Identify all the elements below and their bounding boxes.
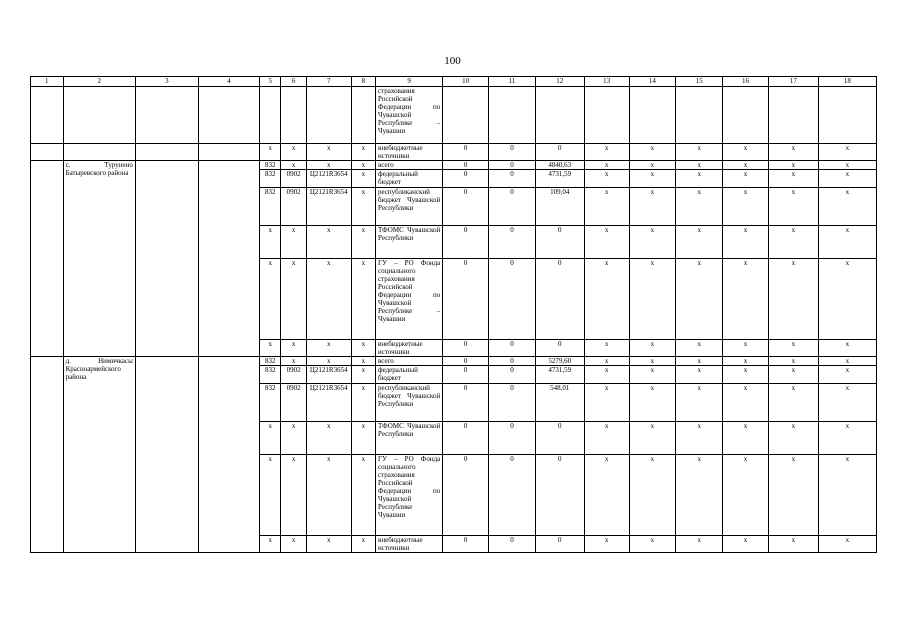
column-number-header: 17 — [768, 77, 818, 87]
value-cell: x — [723, 536, 769, 553]
column-number-header: 6 — [281, 77, 306, 87]
value-cell: x — [818, 188, 876, 226]
column-number-header: 3 — [135, 77, 198, 87]
value-cell: 548,01 — [535, 384, 584, 422]
value-cell: x — [676, 357, 723, 366]
value-cell: x — [723, 144, 769, 161]
funding-source-cell: ГУ – РО Фонда социального страхования Российской Федерации по Чувашской Республике Чувашии — [376, 455, 443, 536]
value-cell: x — [768, 536, 818, 553]
funding-source-cell: страхования Российской Федерации по Чувашской Республике – Чувашии — [376, 87, 443, 144]
column-number-header: 10 — [443, 77, 489, 87]
value-cell: 0 — [443, 170, 489, 188]
column-number-row — [31, 77, 877, 87]
value-cell: x — [676, 170, 723, 188]
value-cell: 5279,60 — [535, 357, 584, 366]
column-number-header: 9 — [376, 77, 443, 87]
value-cell: x — [723, 422, 769, 455]
value-cell: 0 — [535, 536, 584, 553]
column-number-header: 2 — [63, 77, 135, 87]
value-cell: 109,04 — [535, 188, 584, 226]
value-cell: 0 — [489, 384, 536, 422]
budget-table — [30, 76, 877, 553]
value-cell: x — [676, 340, 723, 357]
code-cell: 832 — [260, 384, 281, 422]
expense-type-cell: x — [351, 422, 375, 455]
value-cell: x — [768, 170, 818, 188]
value-cell: 0 — [489, 422, 536, 455]
value-cell: x — [676, 259, 723, 340]
value-cell: x — [768, 161, 818, 170]
target-article-cell: x — [306, 340, 351, 357]
code-cell: x — [260, 536, 281, 553]
value-cell: x — [584, 161, 629, 170]
value-cell: 0 — [443, 384, 489, 422]
value-cell: 0 — [489, 226, 536, 259]
value-cell: 0 — [443, 366, 489, 384]
column-number-header: 14 — [629, 77, 676, 87]
section-cell: x — [281, 455, 306, 536]
value-cell: x — [629, 384, 676, 422]
value-cell: x — [768, 357, 818, 366]
column-number-header: 1 — [31, 77, 64, 87]
value-cell: x — [584, 340, 629, 357]
section-cell: x — [281, 259, 306, 340]
code-cell: x — [260, 422, 281, 455]
funding-source-cell: республиканский бюджет Чувашской Республики — [376, 188, 443, 226]
value-cell: x — [676, 366, 723, 384]
target-article-cell: x — [306, 422, 351, 455]
value-cell: 0 — [443, 161, 489, 170]
value-cell: 0 — [443, 536, 489, 553]
target-article-cell: x — [306, 144, 351, 161]
value-cell: x — [584, 384, 629, 422]
target-article-cell: Ц2121R3654 — [306, 366, 351, 384]
funding-source-cell: всего — [376, 357, 443, 366]
value-cell: x — [584, 170, 629, 188]
funding-source-cell: внебюджетные источники — [376, 144, 443, 161]
value-cell: 0 — [489, 188, 536, 226]
column-number-header: 5 — [260, 77, 281, 87]
value-cell: x — [629, 455, 676, 536]
value-cell: 0 — [443, 259, 489, 340]
value-cell: x — [818, 170, 876, 188]
section-cell: x — [281, 144, 306, 161]
value-cell: x — [584, 144, 629, 161]
value-cell: x — [768, 144, 818, 161]
value-cell: x — [723, 455, 769, 536]
value-cell: 0 — [535, 340, 584, 357]
target-article-cell: x — [306, 536, 351, 553]
value-cell: x — [584, 455, 629, 536]
column-number-header: 8 — [351, 77, 375, 87]
value-cell: 0 — [443, 188, 489, 226]
code-cell: x — [260, 340, 281, 357]
value-cell: x — [723, 366, 769, 384]
value-cell: x — [584, 422, 629, 455]
expense-type-cell: x — [351, 384, 375, 422]
locality-cell: с. Турунено Батыревского района — [63, 161, 135, 357]
value-cell: 0 — [489, 366, 536, 384]
funding-source-cell: федеральный бюджет — [376, 366, 443, 384]
value-cell: 0 — [443, 455, 489, 536]
section-cell: x — [281, 536, 306, 553]
value-cell: x — [723, 384, 769, 422]
column-number-header: 16 — [723, 77, 769, 87]
value-cell: x — [818, 384, 876, 422]
code-cell: x — [260, 259, 281, 340]
value-cell: x — [818, 366, 876, 384]
column-number-header: 15 — [676, 77, 723, 87]
target-article-cell: x — [306, 259, 351, 340]
table-row — [31, 161, 877, 170]
expense-type-cell: x — [351, 170, 375, 188]
column-number-header: 7 — [306, 77, 351, 87]
value-cell: 0 — [489, 144, 536, 161]
value-cell: x — [818, 161, 876, 170]
section-cell: x — [281, 422, 306, 455]
expense-type-cell: x — [351, 259, 375, 340]
value-cell: x — [818, 144, 876, 161]
value-cell: x — [629, 188, 676, 226]
value-cell: x — [818, 340, 876, 357]
section-cell: x — [281, 340, 306, 357]
value-cell: 0 — [489, 357, 536, 366]
column-number-header: 4 — [198, 77, 259, 87]
column-number-header: 11 — [489, 77, 536, 87]
value-cell: x — [629, 226, 676, 259]
value-cell: x — [676, 161, 723, 170]
value-cell: 0 — [489, 170, 536, 188]
value-cell: x — [584, 366, 629, 384]
code-cell: 832 — [260, 188, 281, 226]
funding-source-cell: федеральный бюджет — [376, 170, 443, 188]
value-cell: x — [768, 188, 818, 226]
section-cell: x — [281, 357, 306, 366]
value-cell: 0 — [443, 357, 489, 366]
code-cell: x — [260, 226, 281, 259]
value-cell: 0 — [489, 536, 536, 553]
value-cell: x — [768, 422, 818, 455]
code-cell: x — [260, 455, 281, 536]
value-cell: x — [723, 259, 769, 340]
value-cell: 0 — [489, 340, 536, 357]
target-article-cell: Ц2121R3654 — [306, 170, 351, 188]
value-cell: x — [768, 340, 818, 357]
value-cell: 0 — [535, 144, 584, 161]
value-cell: x — [723, 226, 769, 259]
value-cell: x — [584, 188, 629, 226]
value-cell: 0 — [443, 226, 489, 259]
value-cell: x — [818, 226, 876, 259]
value-cell: x — [818, 422, 876, 455]
value-cell: x — [723, 170, 769, 188]
value-cell: 0 — [535, 259, 584, 340]
expense-type-cell: x — [351, 366, 375, 384]
code-cell: 832 — [260, 161, 281, 170]
column-number-header: 13 — [584, 77, 629, 87]
section-cell: 0902 — [281, 384, 306, 422]
value-cell: x — [629, 161, 676, 170]
expense-type-cell: x — [351, 226, 375, 259]
value-cell: x — [584, 259, 629, 340]
value-cell: x — [584, 536, 629, 553]
value-cell: x — [676, 188, 723, 226]
section-cell: x — [281, 226, 306, 259]
expense-type-cell: x — [351, 144, 375, 161]
value-cell: x — [629, 170, 676, 188]
value-cell: x — [676, 536, 723, 553]
expense-type-cell: x — [351, 161, 375, 170]
locality-cell: д. Нимичкасы Красноармейского района — [63, 357, 135, 553]
code-cell: x — [260, 144, 281, 161]
expense-type-cell: x — [351, 340, 375, 357]
value-cell: x — [768, 259, 818, 340]
value-cell: x — [629, 144, 676, 161]
value-cell: x — [723, 188, 769, 226]
funding-source-cell: ГУ – РО Фонда социального страхования Российской Федерации по Чувашской Республике – Чувашии — [376, 259, 443, 340]
value-cell: x — [629, 422, 676, 455]
target-article-cell: x — [306, 357, 351, 366]
value-cell: 0 — [535, 226, 584, 259]
value-cell: 4731,59 — [535, 366, 584, 384]
value-cell: 0 — [489, 161, 536, 170]
continuation-row — [31, 87, 877, 144]
target-article-cell: x — [306, 455, 351, 536]
expense-type-cell: x — [351, 188, 375, 226]
value-cell: 0 — [443, 144, 489, 161]
section-cell: 0902 — [281, 170, 306, 188]
code-cell: 832 — [260, 366, 281, 384]
page-number: 100 — [444, 55, 461, 67]
value-cell: x — [818, 259, 876, 340]
value-cell: 0 — [443, 422, 489, 455]
value-cell: x — [676, 226, 723, 259]
value-cell: x — [723, 161, 769, 170]
value-cell: x — [629, 340, 676, 357]
target-article-cell: Ц2121R3654 — [306, 384, 351, 422]
value-cell: x — [584, 357, 629, 366]
table-row — [31, 357, 877, 366]
value-cell: x — [768, 366, 818, 384]
value-cell: x — [818, 357, 876, 366]
target-article-cell: x — [306, 161, 351, 170]
value-cell: x — [629, 259, 676, 340]
value-cell: 4840,63 — [535, 161, 584, 170]
value-cell: 4731,59 — [535, 170, 584, 188]
funding-source-cell: ТФОМС Чувашской Республики — [376, 422, 443, 455]
locality-cell — [63, 144, 135, 161]
value-cell: x — [629, 357, 676, 366]
funding-source-cell: ТФОМС Чувашской Республики — [376, 226, 443, 259]
column-number-header: 12 — [535, 77, 584, 87]
target-article-cell: x — [306, 226, 351, 259]
table-body — [31, 87, 877, 553]
value-cell: x — [723, 340, 769, 357]
funding-source-cell: внебюджетные источники — [376, 536, 443, 553]
value-cell: x — [723, 357, 769, 366]
value-cell: x — [676, 384, 723, 422]
value-cell: 0 — [489, 455, 536, 536]
value-cell: x — [818, 455, 876, 536]
funding-source-cell: всего — [376, 161, 443, 170]
value-cell: x — [768, 226, 818, 259]
expense-type-cell: x — [351, 357, 375, 366]
section-cell: x — [281, 161, 306, 170]
value-cell: x — [584, 226, 629, 259]
code-cell: 832 — [260, 357, 281, 366]
value-cell: 0 — [535, 422, 584, 455]
value-cell: x — [676, 455, 723, 536]
code-cell: 832 — [260, 170, 281, 188]
value-cell: x — [818, 536, 876, 553]
value-cell: x — [629, 536, 676, 553]
expense-type-cell: x — [351, 536, 375, 553]
value-cell: x — [629, 366, 676, 384]
table-row — [31, 144, 877, 161]
column-number-header: 18 — [818, 77, 876, 87]
value-cell: 0 — [535, 455, 584, 536]
section-cell: 0902 — [281, 366, 306, 384]
section-cell: 0902 — [281, 188, 306, 226]
value-cell: 0 — [443, 340, 489, 357]
value-cell: 0 — [489, 259, 536, 340]
funding-source-cell: внебюджетные источники — [376, 340, 443, 357]
target-article-cell: Ц2121R3654 — [306, 188, 351, 226]
value-cell: x — [768, 455, 818, 536]
value-cell: x — [676, 422, 723, 455]
expense-type-cell: x — [351, 455, 375, 536]
funding-source-cell: республиканский бюджет Чувашской Республики — [376, 384, 443, 422]
value-cell: x — [676, 144, 723, 161]
value-cell: x — [768, 384, 818, 422]
